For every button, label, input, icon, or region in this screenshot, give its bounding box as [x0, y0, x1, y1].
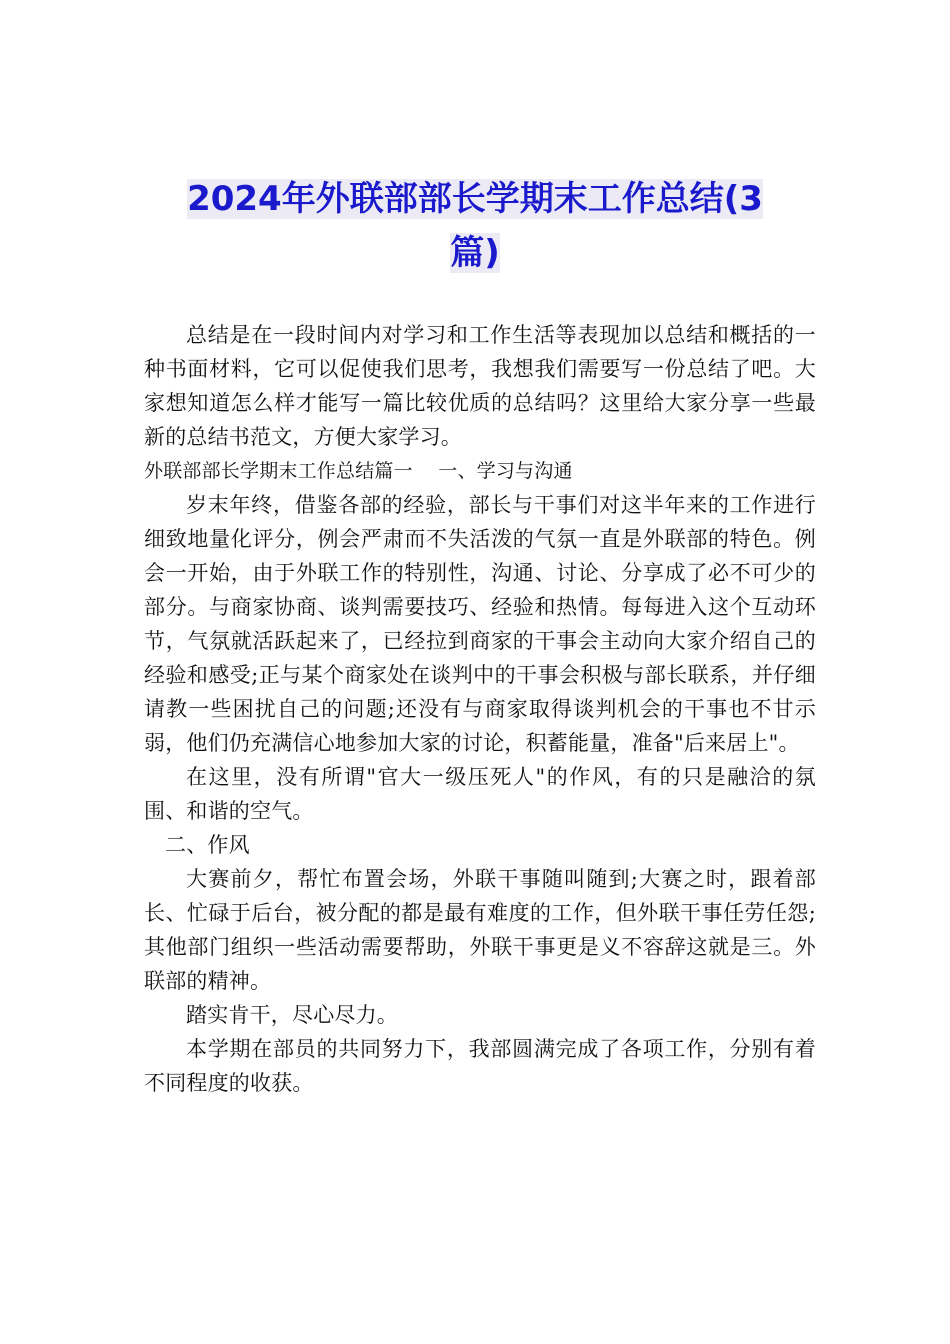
document-body	[144, 318, 816, 1100]
title-line-2: 篇)	[450, 233, 500, 273]
paragraph-work-style: 大赛前夕，帮忙布置会场，外联干事随叫随到;大赛之时，跟着部长、忙碌于后台，被分配的都是最有难度的工作，但外联干事任劳任怨;其他部门组织一些活动需要帮助，外联干事更是义不容辞这就是三。外联部的精神。	[144, 867, 816, 993]
section-heading-style: 二、作风	[165, 833, 250, 857]
title-line-1: 2024年外联部部长学期末工作总结(3	[187, 179, 763, 219]
paragraph-diligence: 踏实肯干，尽心尽力。	[186, 1003, 398, 1027]
paragraph-semester-summary: 本学期在部员的共同努力下，我部圆满完成了各项工作，分别有着不同程度的收获。	[144, 1037, 816, 1095]
paragraph-atmosphere: 在这里，没有所谓"官大一级压死人"的作风，有的只是融洽的氛围、和谐的空气。	[144, 765, 816, 823]
document-title	[150, 172, 800, 280]
intro-paragraph: 总结是在一段时间内对学习和工作生活等表现加以总结和概括的一种书面材料，它可以促使我们思考，我想我们需要写一份总结了吧。大家想知道怎么样才能写一篇比较优质的总结吗？这里给大家分享一些最新的总结书范文，方便大家学习。	[144, 323, 816, 449]
section-heading-part-one: 外联部部长学期末工作总结篇一 一、学习与沟通	[144, 460, 573, 482]
paragraph-study-communication: 岁末年终，借鉴各部的经验，部长与干事们对这半年来的工作进行细致地量化评分，例会严肃而不失活泼的气氛一直是外联部的特色。例会一开始，由于外联工作的特别性，沟通、讨论、分享成了必不可少的部分。与商家协商、谈判需要技巧、经验和热情。每每进入这个互动环节，气氛就活跃起来了，已经拉到商家的干事会主动向大家介绍自己的经验和感受;正与某个商家处在谈判中的干事会积极与部长联系，并仔细请教一些困扰自己的问题;还没有与商家取得谈判机会的干事也不甘示弱，他们仍充满信心地参加大家的讨论，积蓄能量，准备"后来居上"。	[144, 493, 816, 755]
